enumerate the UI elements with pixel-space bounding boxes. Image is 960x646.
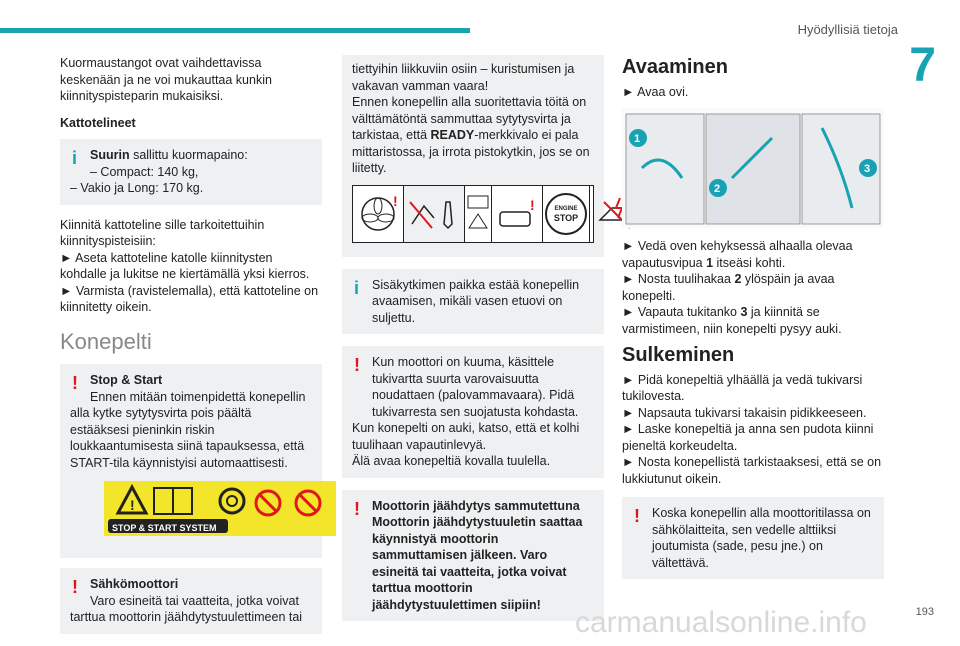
hot-engine-icon	[492, 194, 542, 234]
fan-icon	[353, 194, 403, 234]
paragraph: tiettyihin liikkuviin osiin – kuristumisen ja vakavan vamman vaara!	[352, 62, 575, 93]
step: ► Avaa ovi.	[622, 84, 689, 99]
warning-text: Älä avaa konepeltiä kovalla tuulella.	[352, 454, 551, 468]
heading-sulkeminen: Sulkeminen	[622, 344, 735, 366]
step: ► Varmista (ravistelemalla), että kattoteline on kiinnitetty oikein.	[60, 283, 319, 314]
step: ► Nosta tuulihakaa 2 ylöspäin ja avaa konepelti.	[622, 272, 835, 303]
callout-3: 3	[864, 163, 871, 175]
fan-icon-cell	[353, 186, 404, 242]
step: ► Vapauta tukitanko 3 ja kiinnitä se varmistimeen, niin konepelti pysyy auki.	[622, 305, 842, 336]
warning-box-hot-engine	[342, 346, 604, 478]
step: ► Aseta kattoteline katolle kiinnitysten kohdalle ja lukitse ne kiertämällä yksi kierros.	[60, 250, 310, 281]
warning-box-electrical	[622, 497, 884, 579]
paragraph: Ennen konepellin alla suoritettavia töitä on välttämätöntä sammuttaa sytytysvirta ja tarkistaa, että READY-merkkivalo ei pala mittaristossa, ja irrota pistokytkin, jos se on liitetty.	[352, 95, 590, 175]
safety-icon-strip	[352, 185, 594, 243]
step: ► Vedä oven kehyksessä alhaalla olevaa vapautusvipua 1 itseäsi kohti.	[622, 239, 853, 270]
heading-konepelti: Konepelti	[60, 328, 152, 354]
info-text: Sisäkytkimen paikka estää konepellin avaamisen, mikäli vasen etuovi on suljettu.	[372, 277, 580, 325]
step: ► Napsauta tukivarsi takaisin pidikkeeseen.	[622, 405, 867, 420]
svg-text:!: !	[393, 193, 398, 209]
info-icon: i	[354, 277, 360, 298]
step: ► Pidä konepeltiä ylhäällä ja vedä tukivarsi tukilovesta.	[622, 372, 863, 403]
warning-text: Koska konepellin alla moottoritilassa on sähkölaitteita, sen vedelle alttiiksi joutumista (sade, pesu jne.) on vältettävä.	[652, 506, 871, 570]
section-header: Hyödyllisiä tietoja	[797, 22, 898, 37]
hood-diagram	[622, 108, 884, 228]
engine-stop-cell	[543, 186, 590, 242]
warning-title: Sähkömoottori	[90, 577, 179, 591]
step: ► Laske konepeltiä ja anna sen pudota kiinni pieneltä korkeudelta.	[622, 422, 874, 453]
engine-label: ENGINE	[554, 205, 578, 212]
intro-paragraph: Kuormaustangot ovat vaihdettavissa keskenään ja ne voi mukauttaa kunkin kiinnityspisteparin mukaisiksi.	[60, 56, 272, 103]
step: ► Nosta konepellistä tarkistaaksesi, että se on lukkiutunut oikein.	[622, 455, 882, 486]
stop-start-label: STOP & START SYSTEM	[112, 523, 217, 533]
hot-engine-cell	[492, 186, 543, 242]
warning-icon: !	[72, 577, 78, 597]
subheading-kattotelineet: Kattotelineet	[60, 115, 136, 130]
top-accent-bar	[0, 28, 470, 33]
info-line: – Vakio ja Long: 170 kg.	[70, 181, 204, 195]
heading-avaaminen: Avaaminen	[622, 56, 728, 78]
manual-warning-cell	[465, 186, 492, 242]
column-3	[622, 55, 884, 591]
warning-title: Stop & Start	[90, 373, 163, 387]
warning-icon: !	[354, 498, 360, 519]
svg-text:!: !	[130, 497, 135, 513]
warning-icon: !	[634, 506, 640, 526]
info-box-max-load	[60, 139, 322, 205]
info-box-interlock	[342, 269, 604, 335]
callout-2: 2	[714, 183, 721, 195]
column-2	[342, 55, 604, 633]
tie-hand-icon-cell	[404, 186, 465, 242]
page-number: 193	[915, 606, 934, 618]
hood-opening-illustration	[622, 108, 884, 228]
continued-warning-box	[342, 55, 604, 257]
manual-warning-icon	[465, 194, 491, 234]
ready-label: READY	[430, 128, 475, 142]
info-text: sallittu kuormapaino:	[129, 148, 248, 162]
warning-text: Kun konepelti on auki, katso, että et kolhi tuulihaan vapautinlevyä.	[352, 421, 580, 452]
warning-text: Ennen mitään toimenpidettä konepellin alla kytke sytytysvirta pois päältä estääksesi pieninkin riskin loukkaantumisesta siinä tapauksessa, että START-tila käynnistyisi automaattisesti.	[70, 389, 306, 470]
stop-label: STOP	[553, 212, 579, 223]
warning-icon: !	[72, 373, 78, 393]
warning-box-electric-motor	[60, 568, 322, 634]
info-icon: i	[72, 148, 78, 168]
watermark: carmanualsonline.info	[575, 606, 867, 639]
stop-start-label-strip	[104, 481, 336, 536]
info-bold: Suurin	[90, 148, 130, 162]
warning-box-fan	[342, 490, 604, 622]
svg-text:!: !	[530, 196, 535, 213]
warning-text: Varo esineitä tai vaatteita, jotka voivat tarttua moottorin jäähdytystuulettimeen tai	[70, 593, 303, 624]
callout-1: 1	[634, 133, 641, 145]
warning-icon: !	[354, 355, 360, 375]
warning-text: Moottorin jäähdytys sammutettuna Moottorin jäähdytystuuletin saattaa käynnistyä moottorin sammuttamisen jälkeen. Varo esineitä tai vaatteita, jotka voivat tarttua moottorin jäähdytystuulettimen siipiin!	[372, 498, 583, 612]
warning-text: Kun moottori on kuuma, käsittele tukivartta suurta varovaisuutta noudattaen (palovammavaara). Pidä tukivarresta sen suojatusta kohdasta.	[372, 355, 579, 419]
column-1	[60, 55, 322, 646]
no-loose-clothing-icon	[404, 194, 464, 234]
info-line: – Compact: 140 kg,	[90, 164, 199, 179]
chapter-number: 7	[909, 39, 936, 92]
paragraph: Kiinnitä kattoteline sille tarkoitettuihin kiinnityspisteisiin:	[60, 217, 265, 248]
warning-box-stop-start	[60, 364, 322, 558]
